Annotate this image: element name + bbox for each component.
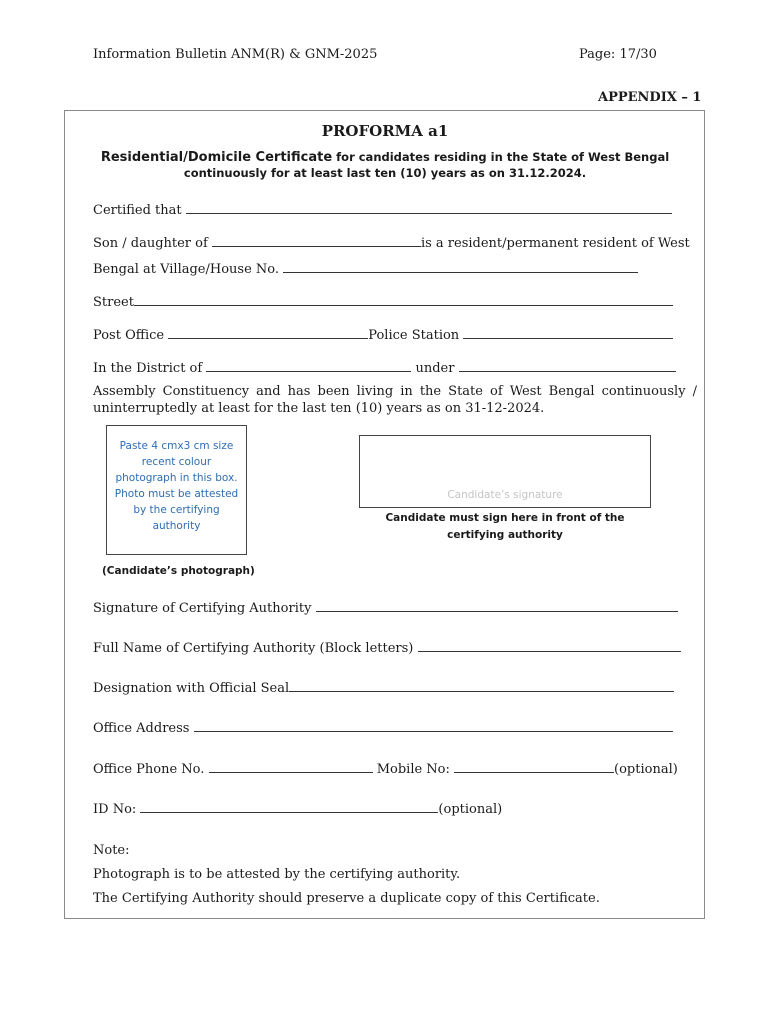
certifying-signature-field[interactable] — [316, 599, 678, 612]
photo-box-instructions: Paste 4 cmx3 cm size recent colour photograph in this box. Photo must be attested by the certifying authority — [114, 440, 239, 532]
office-phone-label: Office Phone No. — [93, 762, 205, 777]
designation-label: Designation with Official Seal — [93, 681, 290, 696]
district-label: In the District of — [93, 361, 203, 376]
candidate-signature-box[interactable] — [359, 435, 651, 508]
signature-placeholder: Candidate’s signature — [447, 489, 563, 501]
signature-note — [359, 510, 651, 544]
resident-of-label: is a resident/permanent resident of West — [420, 236, 690, 251]
post-office-field[interactable] — [168, 326, 368, 339]
signature-note-line1: Candidate must sign here in front of the — [385, 512, 625, 524]
village-row — [93, 260, 638, 277]
certifying-signature-label: Signature of Certifying Authority — [93, 601, 312, 616]
id-optional: (optional) — [438, 802, 503, 817]
signature-note-line2: certifying authority — [447, 529, 563, 541]
mobile-label: Mobile No: — [376, 762, 450, 777]
village-label: Bengal at Village/House No. — [93, 262, 280, 277]
village-field[interactable] — [283, 260, 638, 273]
id-row — [93, 800, 502, 817]
certifying-signature-row — [93, 599, 678, 616]
street-row — [93, 293, 673, 310]
form-subtitle — [0, 150, 770, 165]
district-field[interactable] — [206, 359, 411, 372]
post-police-row — [93, 326, 673, 343]
office-address-row — [93, 719, 673, 736]
note-label: Note: — [93, 843, 130, 858]
post-office-label: Post Office — [93, 328, 165, 343]
police-station-label: Police Station — [368, 328, 460, 343]
phone-row — [93, 760, 678, 777]
office-phone-field[interactable] — [209, 760, 373, 773]
subtitle-rest: for candidates residing in the State of West Bengal — [332, 150, 670, 164]
under-label: under — [415, 361, 455, 376]
certified-that-row — [93, 201, 672, 218]
form-title-text: PROFORMA a1 — [321, 122, 449, 140]
under-field[interactable] — [459, 359, 676, 372]
police-station-field[interactable] — [463, 326, 673, 339]
certified-that-field[interactable] — [186, 201, 672, 214]
mobile-field[interactable] — [454, 760, 614, 773]
office-address-field[interactable] — [194, 719, 673, 732]
note-1: Photograph is to be attested by the certifying authority. — [93, 867, 461, 882]
full-name-label: Full Name of Certifying Authority (Block letters) — [93, 641, 414, 656]
subtitle-lead: Residential/Domicile Certificate — [100, 150, 333, 165]
full-name-row — [93, 639, 681, 656]
form-subtitle-line2: continuously for at least last ten (10) years as on 31.12.2024. — [183, 166, 587, 180]
assembly-paragraph: Assembly Constituency and has been living in the State of West Bengal continuously / uninterruptedly at least for the last ten (10) years as on 31-12-2024. — [93, 384, 697, 416]
bulletin-title: Information Bulletin ANM(R) & GNM-2025 — [93, 47, 378, 62]
page-number: Page: 17/30 — [579, 47, 657, 62]
street-field[interactable] — [134, 293, 673, 306]
designation-field[interactable] — [289, 679, 674, 692]
son-daughter-row — [93, 234, 690, 251]
photo-box[interactable] — [106, 425, 247, 555]
designation-row — [93, 679, 674, 696]
district-row — [93, 359, 676, 376]
street-label: Street — [93, 295, 134, 310]
office-address-label: Office Address — [93, 721, 190, 736]
note-2: The Certifying Authority should preserve a duplicate copy of this Certificate. — [93, 891, 600, 906]
photo-caption: (Candidate’s photograph) — [102, 565, 255, 577]
son-daughter-label: Son / daughter of — [93, 236, 208, 251]
son-daughter-field[interactable] — [212, 234, 421, 247]
id-field[interactable] — [140, 800, 438, 813]
certified-that-label: Certified that — [93, 203, 182, 218]
form-title — [0, 122, 770, 140]
mobile-optional: (optional) — [614, 762, 678, 777]
full-name-field[interactable] — [418, 639, 681, 652]
appendix-label: APPENDIX – 1 — [598, 90, 702, 105]
id-label: ID No: — [93, 802, 137, 817]
